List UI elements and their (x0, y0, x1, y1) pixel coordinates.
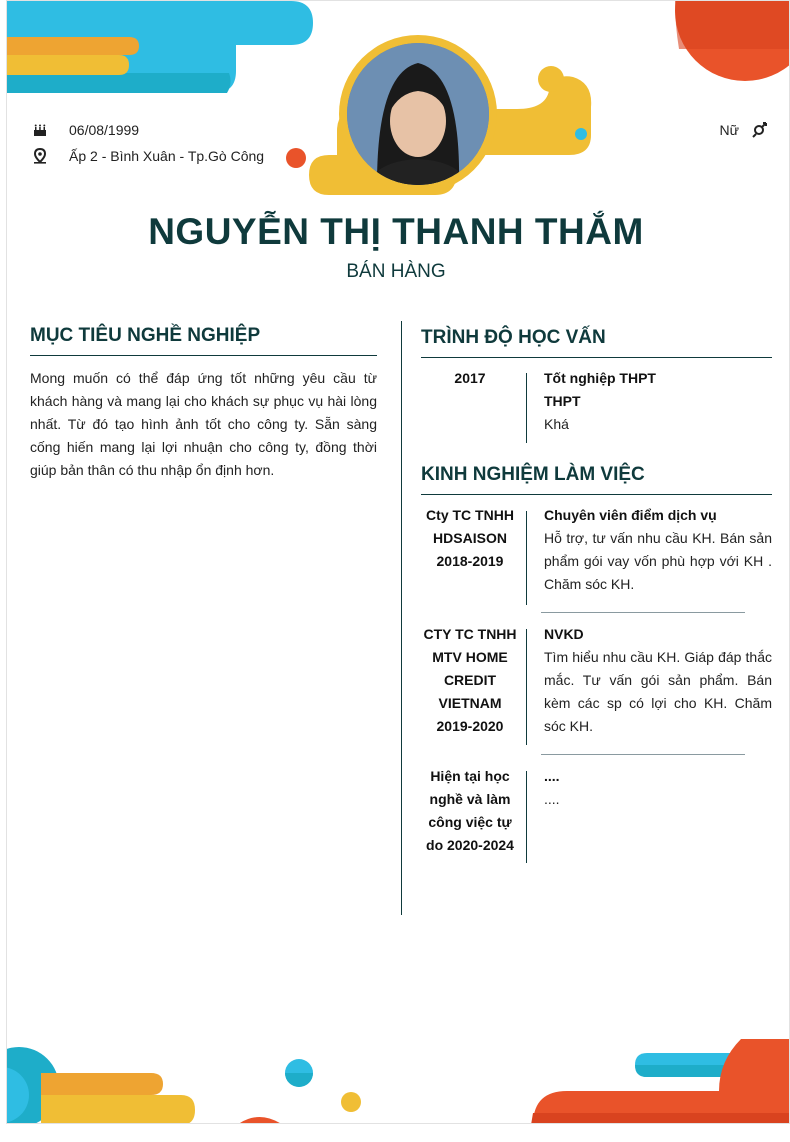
experience-company-2: CTY TC TNHH MTV HOME CREDIT VIETNAM 2019-2020 (423, 626, 517, 734)
decor-bottom-right (523, 1035, 790, 1124)
experience-desc-3: .... (544, 791, 560, 807)
birthday-cake-icon (31, 121, 49, 139)
experience-separator-2 (541, 754, 745, 755)
candidate-role: BÁN HÀNG (346, 261, 446, 282)
candidate-name: NGUYỄN THỊ THANH THẮM (148, 211, 644, 252)
experience-title: KINH NGHIỆM LÀM VIỆC (421, 464, 645, 485)
education-school: THPT (544, 393, 581, 409)
experience-separator-1 (541, 612, 745, 613)
address-text: Ấp 2 - Bình Xuân - Tp.Gò Công (69, 148, 265, 164)
experience-company-3: Hiện tại học nghề và làm công việc tự do 2020-2024 (426, 768, 514, 853)
education-rule (421, 357, 772, 358)
experience-timeline-3 (526, 771, 527, 863)
education-year: 2017 (454, 370, 486, 386)
experience-desc-1: Hỗ trợ, tư vấn nhu cầu KH. Bán sản phẩm gói vay vốn phù hợp với KH . Chăm sóc KH. (544, 530, 772, 592)
objective-rule (30, 355, 377, 356)
experience-timeline-1 (526, 511, 527, 605)
gender-icon (751, 121, 769, 139)
decor-top-left (6, 1, 321, 101)
birthday-text: 06/08/1999 (69, 122, 140, 138)
address-row (31, 147, 264, 165)
experience-position-3: .... (544, 768, 560, 784)
location-pin-icon (31, 147, 49, 165)
experience-detail-1 (544, 504, 772, 596)
avatar-frame (339, 35, 497, 193)
education-title: TRÌNH ĐỘ HỌC VẤN (421, 327, 606, 348)
education-grade: Khá (544, 416, 569, 432)
experience-timeline-2 (526, 629, 527, 745)
experience-detail-3 (544, 765, 772, 811)
experience-desc-2: Tìm hiểu nhu cầu KH. Giáp đáp thắc mắc. Tư vấn gói sản phẩm. Bán kèm các sp có lợi cho KH. Chăm sóc KH. (544, 649, 772, 734)
cv-frame (6, 0, 790, 1124)
objective-title: MỤC TIÊU NGHỀ NGHIỆP (30, 325, 261, 346)
experience-position-2: NVKD (544, 626, 584, 642)
experience-position-1: Chuyên viên điểm dịch vụ (544, 507, 717, 523)
birthday-row (31, 121, 139, 139)
education-timeline (526, 373, 527, 443)
avatar-photo-icon (347, 43, 489, 185)
gender-text: Nữ (719, 122, 739, 138)
decor-bottom-left (6, 1039, 371, 1124)
experience-detail-2 (544, 623, 772, 738)
avatar (347, 43, 489, 185)
education-degree: Tốt nghiệp THPT (544, 370, 656, 386)
experience-company-1: Cty TC TNHH HDSAISON 2018-2019 (426, 507, 514, 569)
column-divider (401, 321, 402, 915)
objective-text: Mong muốn có thể đáp ứng tốt những yêu cầu từ khách hàng và mang lại cho khách sự phục vụ hài lòng nhất. Từ đó tạo hình ảnh tốt cho công ty. Sẵn sàng cống hiến mang lại lợi nhuận cho công ty, đồng thời giúp bản thân có thu nhập ổn định hơn. (30, 370, 377, 478)
gender-row (720, 121, 769, 139)
experience-rule (421, 494, 772, 495)
education-detail (544, 367, 772, 436)
decor-top-right (675, 1, 790, 121)
